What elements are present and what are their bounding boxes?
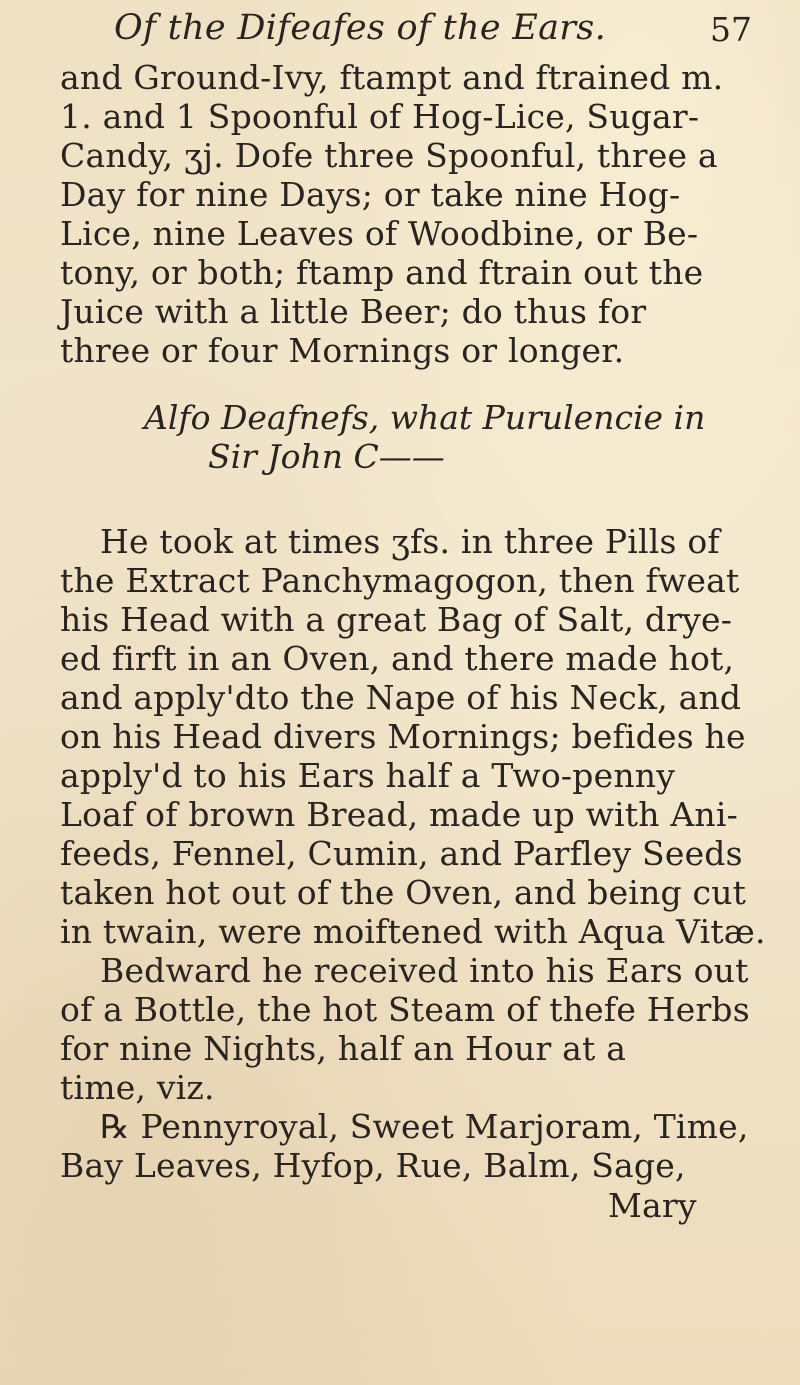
text-line: feeds, Fennel, Cumin, and Parfley Seeds (60, 834, 743, 873)
text-line: Candy, ʒj. Dofe three Spoonful, three a (60, 136, 718, 175)
text-line: tony, or both; ftamp and ftrain out the (60, 253, 704, 292)
running-head (0, 0, 800, 60)
text-line: Day for nine Days; or take nine Hog- (60, 175, 681, 214)
text-line: apply'd to his Ears half a Two-penny (60, 756, 676, 795)
text-line: and apply'dto the Nape of his Neck, and (60, 678, 742, 717)
text-line: Bay Leaves, Hyfop, Rue, Balm, Sage, (60, 1146, 686, 1185)
text-line: ed firft in an Oven, and there made hot, (60, 639, 735, 678)
text-line: Lice, nine Leaves of Woodbine, or Be- (60, 214, 699, 253)
text-line: and Ground-Ivy, ftampt and ftrained m. (60, 58, 724, 97)
text-line: 1. and 1 Spoonful of Hog-Lice, Sugar- (60, 97, 700, 136)
section-heading: Alfo Deafnefs, what Purulencie in (144, 398, 706, 437)
text-line: ℞ Pennyroyal, Sweet Marjoram, Time, (100, 1107, 749, 1146)
section-heading-name: Sir John C—— (208, 437, 445, 476)
text-line: in twain, were moiftened with Aqua Vitæ. (60, 912, 766, 951)
text-line: for nine Nights, half an Hour at a (60, 1029, 627, 1068)
text-line: three or four Mornings or longer. (60, 331, 625, 370)
text-line: on his Head divers Mornings; befides he (60, 717, 746, 756)
page-number: 57 (710, 10, 752, 49)
text-line: He took at times ʒfs. in three Pills of (100, 522, 720, 561)
text-line: the Extract Panchymagogon, then fweat (60, 561, 740, 600)
running-title: Of the Difeafes of the Ears. (114, 8, 606, 48)
text-line: Loaf of brown Bread, made up with Ani- (60, 795, 738, 834)
text-line: his Head with a great Bag of Salt, drye- (60, 600, 733, 639)
text-line: of a Bottle, the hot Steam of thefe Herbs (60, 990, 750, 1029)
text-line: taken hot out of the Oven, and being cut (60, 873, 747, 912)
text-line: time, viz. (60, 1068, 215, 1107)
text-line: Bedward he received into his Ears out (100, 951, 749, 990)
text-line: Juice with a little Beer; do thus for (60, 292, 647, 331)
catchword: Mary (608, 1186, 697, 1225)
